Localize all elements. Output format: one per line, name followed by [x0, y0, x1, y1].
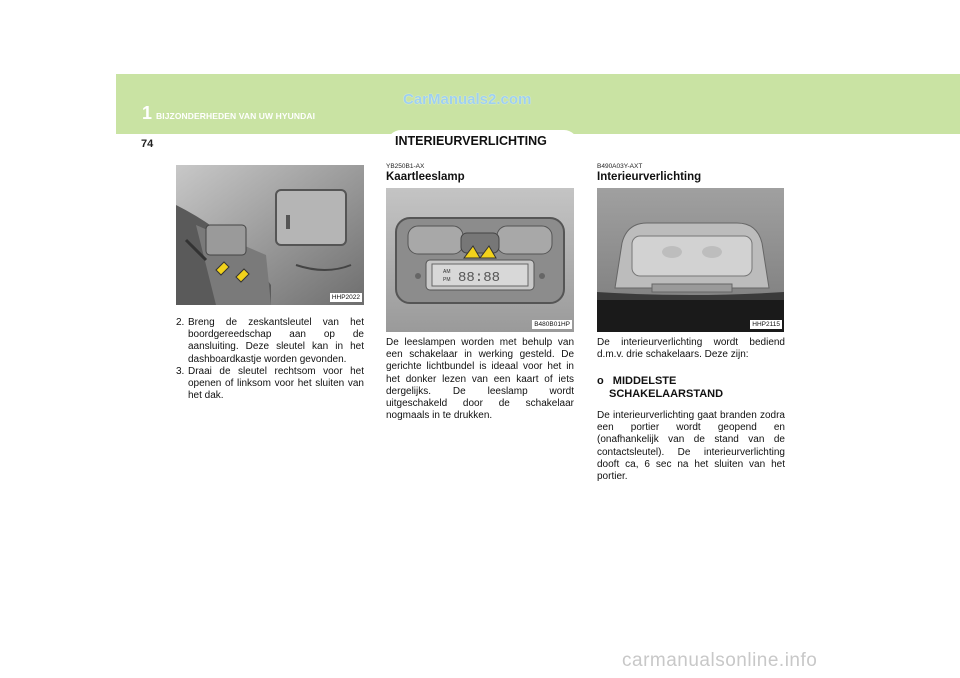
bullet-heading [597, 375, 785, 401]
section-heading: Kaartleeslamp [386, 171, 465, 183]
step-number: 3. [176, 365, 185, 377]
interior-light-illustration [597, 188, 784, 332]
list-item [176, 366, 364, 403]
section-code: YB250B1-AX [386, 163, 425, 170]
list-item [176, 317, 364, 366]
step-text: Breng de zeskantsleutel van het boordgereedschap aan op de aansluiting. Deze sleutel kan in het dashboardkastje worden gevonden. [188, 317, 364, 365]
step-text: Draai de sleutel rechtsom voor het openen of linksom voor het sluiten van het dak. [188, 365, 364, 402]
sunroof-illustration [176, 165, 364, 305]
section-code: B490A03Y-AXT [597, 163, 643, 170]
figure-label: HHP2022 [331, 294, 360, 301]
interior-light-photo [597, 188, 784, 332]
step-number: 2. [176, 317, 185, 328]
display-digits: 88:88 [458, 270, 501, 286]
chapter-number: 1 [142, 103, 153, 123]
page-number: 74 [141, 138, 154, 150]
bullet-line-1: MIDDELSTE [612, 375, 677, 387]
interior-intro: De interieurverlichting wordt bediend d.m.v. drie schakelaars. Deze zijn: [597, 337, 785, 361]
interior-paragraph: De interieurverlichting gaat branden zodra een portier wordt geopend en (onafhankelijk van de stand van de contactsleutel). De interieurverlichting dooft ca, 6 sec na het sluiten van het portier. [597, 410, 785, 483]
figure-label: B480B01HP [534, 321, 570, 328]
map-lamp-illustration [386, 188, 574, 332]
section-title: INTERIEURVERLICHTING [395, 134, 547, 148]
chapter-title: BIJZONDERHEDEN VAN UW HYUNDAI [156, 111, 316, 121]
footer-watermark[interactable]: carmanualsonline.info [622, 650, 818, 671]
sunroof-photo [176, 165, 364, 305]
watermark-link[interactable]: CarManuals2.com [403, 91, 532, 108]
section-heading: Interieurverlichting [597, 171, 702, 183]
header-band [116, 74, 960, 134]
map-lamp-photo [386, 188, 574, 332]
figure-label: HHP2115 [752, 321, 780, 328]
steps-list [176, 317, 364, 402]
bullet-line-2: SCHAKELAARSTAND [609, 388, 724, 400]
map-lamp-paragraph: De leeslampen worden met behulp van een schakelaar in werking gesteld. De gerichte lichtbundel is ideaal voor het in het donker lezen van een kaart of iets dergelijks. De leeslamp wordt uitgeschakeld door de schakelaar nogmaals in te drukken. [386, 337, 574, 422]
display-am: AM [443, 269, 451, 275]
display-pm: PM [443, 277, 451, 283]
bullet-marker: o [597, 375, 604, 387]
